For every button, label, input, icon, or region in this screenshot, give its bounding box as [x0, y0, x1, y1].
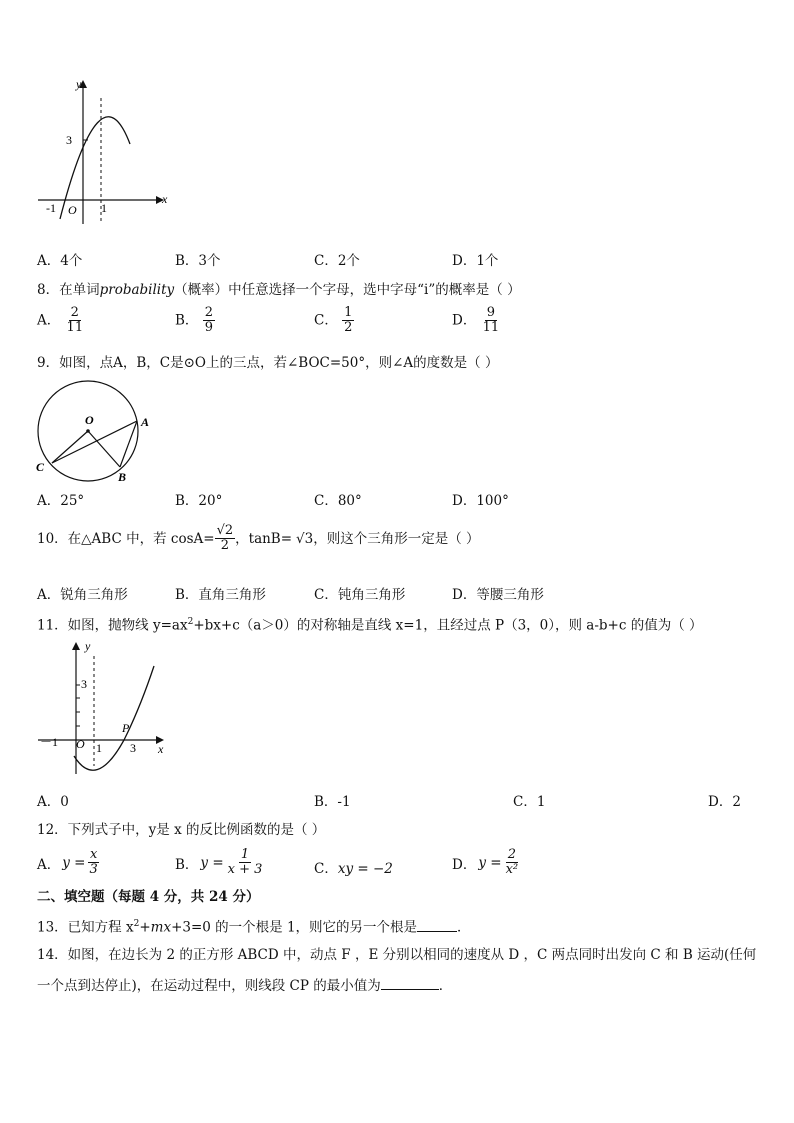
q11-x-axis-label: x — [158, 742, 164, 756]
q11-text-b: +bx+c（a＞0）的对称轴是直线 x=1，且经过点 P（3，0），则 a-b+c 的值为（ ） — [193, 617, 703, 634]
q9-label-c: C — [36, 460, 45, 474]
q12-option-b — [175, 848, 264, 878]
q12-option-c-expr: xy = −2 — [337, 861, 393, 877]
q10-question — [37, 524, 480, 554]
q13-text-b: + — [139, 919, 151, 936]
q11-sup: 2 — [187, 617, 194, 627]
q9-option-d: D．100° — [452, 493, 509, 509]
q7-option-a: A．4个 — [37, 253, 83, 269]
q11-text-a: 11．如图，抛物线 y=ax — [37, 617, 188, 634]
q14-line-1: 14．如图，在边长为 2 的正方形 ABCD 中，动点 F ，E 分别以相同的速度从 D ，C 两点同时出发向 C 和 B 运动(任何 — [37, 947, 757, 963]
q12-option-d — [452, 848, 520, 878]
q11-option-a: A．0 — [37, 794, 69, 810]
q8-option-b — [175, 306, 215, 336]
q13-text-c: +3=0 的一个根是 1，则它的另一个根是 — [171, 919, 418, 936]
q14-line-2 — [37, 977, 452, 995]
q9-label-a: A — [141, 415, 150, 429]
q14-answer-blank[interactable] — [381, 989, 439, 990]
q12-question: 12．下列式子中，y是 x 的反比例函数的是（ ） — [37, 822, 326, 838]
q10-option-c: C．钝角三角形 — [314, 587, 406, 603]
q8-word: probability — [99, 282, 175, 298]
q7-option-b: B．3个 — [175, 253, 221, 269]
q11-origin-label: O — [76, 737, 85, 751]
q12-option-d-fraction: $\frac{2}{\text{x²}}$ — [505, 847, 519, 878]
q9-question: 9．如图，点A，B，C是⊙O上的三点，若∠BOC=50°，则∠A的度数是（ ） — [37, 355, 499, 371]
q7-y-axis-label: y — [76, 77, 82, 91]
q13-answer-blank[interactable] — [417, 931, 457, 932]
q13-text-a: 13．已知方程 x — [37, 919, 134, 936]
q8-option-c-label: C． — [314, 312, 338, 329]
q11-x-tick-3: 3 — [130, 741, 136, 755]
q8-option-a-fraction: $\frac{2}{11}$ — [66, 305, 84, 336]
q8-option-c — [314, 306, 354, 336]
q10-prefix: 10．在△ABC 中，若 cosA= — [37, 530, 215, 547]
q7-x-tick-1: 1 — [101, 201, 107, 215]
q9-label-b: B — [118, 470, 127, 484]
q10-tan-value: √3 — [296, 530, 314, 547]
q8-option-b-label: B． — [175, 312, 199, 329]
q8-option-c-fraction: $\frac{1}{2}$ — [344, 305, 353, 336]
q8-option-a — [37, 306, 85, 336]
q8-prefix: 8．在单词 — [37, 282, 100, 298]
q12-option-b-lhs: y = — [200, 854, 224, 871]
q7-x-tick-neg1: -1 — [46, 201, 56, 215]
q13-mx: mx — [150, 919, 172, 936]
q12-option-a — [37, 848, 100, 878]
q8-suffix: （概率）中任意选择一个字母，选中字母“i”的概率是（ ） — [174, 282, 521, 298]
q10-option-d: D．等腰三角形 — [452, 587, 544, 603]
section-2-heading: 二、填空题（每题 4 分，共 24 分） — [37, 889, 260, 905]
q11-option-c: C．1 — [513, 794, 546, 810]
q7-option-c: C．2个 — [314, 253, 360, 269]
q7-parabola-graph — [30, 74, 180, 234]
q13-text-d: ． — [457, 919, 471, 936]
q10-option-a: A．锐角三角形 — [37, 587, 128, 603]
q12-option-c-label: C． — [314, 861, 338, 877]
q11-point-p: P — [122, 721, 130, 735]
q11-y-axis-label: y — [85, 639, 91, 653]
q11-x-tick-1: 1 — [96, 741, 102, 755]
q7-y-tick-3: 3 — [66, 133, 72, 147]
q13-sup: 2 — [133, 919, 140, 929]
q14-text-b: ． — [438, 978, 453, 994]
q11-parabola-graph — [36, 636, 172, 778]
q12-option-a-fraction: $\frac{x}{3}$ — [89, 847, 98, 878]
q12-option-d-label: D． — [452, 856, 477, 873]
q12-option-a-label: A． — [37, 856, 61, 873]
q9-option-b: B．20° — [175, 493, 223, 509]
q12-option-d-lhs: y = — [478, 854, 502, 871]
q8-option-d-fraction: $\frac{9}{11}$ — [482, 305, 500, 336]
q8-option-a-label: A． — [37, 312, 61, 329]
q12-option-c — [314, 857, 393, 877]
q9-option-a: A．25° — [37, 493, 85, 509]
q11-option-d: D．2 — [708, 794, 741, 810]
q10-suffix: ，则这个三角形一定是（ ） — [313, 530, 480, 547]
q10-option-b: B．直角三角形 — [175, 587, 266, 603]
q7-x-axis-label: x — [162, 192, 168, 206]
q11-x-tick-neg1: －1 — [40, 735, 59, 749]
q8-question — [37, 281, 521, 299]
q11-question — [37, 613, 703, 635]
q10-cos-fraction: $\frac{√2}{2}$ — [216, 523, 234, 554]
q7-option-d: D．1个 — [452, 253, 499, 269]
q10-mid: ，tanB= — [235, 530, 293, 547]
q9-label-o: O — [85, 413, 94, 427]
q11-y-tick-3: 3 — [81, 677, 87, 691]
q11-option-b: B．-1 — [314, 794, 351, 810]
q8-option-d-label: D． — [452, 312, 477, 329]
q8-option-b-fraction: $\frac{2}{9}$ — [204, 305, 213, 336]
q9-option-c: C．80° — [314, 493, 362, 509]
q12-option-b-fraction: $\frac{1}{x + 3}$ — [227, 847, 263, 878]
q7-origin-label: O — [68, 203, 77, 217]
q8-option-d — [452, 306, 501, 336]
q14-text-a: 一个点到达停止)，在运动过程中，则线段 CP 的最小值为 — [37, 978, 381, 994]
q9-circle-figure — [30, 374, 155, 486]
q12-option-a-lhs: y = — [62, 854, 86, 871]
q13-question — [37, 915, 471, 937]
q12-option-b-label: B． — [175, 856, 199, 873]
